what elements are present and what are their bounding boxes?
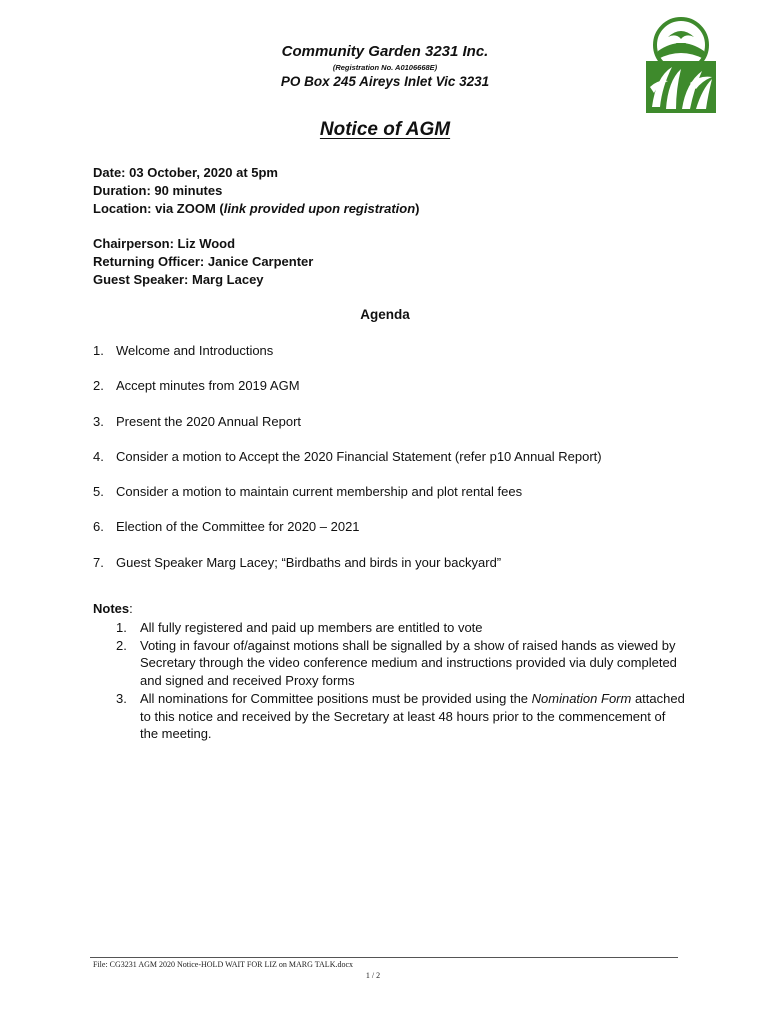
meeting-duration-line <box>93 182 420 200</box>
note-item-number: 2. <box>116 637 127 653</box>
chairperson-label: Chairperson: <box>93 236 174 251</box>
meeting-details <box>93 164 420 218</box>
guest-speaker-value: Marg Lacey <box>192 272 264 287</box>
agenda-item <box>93 554 693 589</box>
guest-speaker-line <box>93 271 313 289</box>
meeting-date-line <box>93 164 420 182</box>
note-item <box>116 690 686 743</box>
note-item <box>116 619 686 637</box>
note-item-number: 1. <box>116 620 127 635</box>
agenda-item-number: 3. <box>93 413 104 429</box>
agenda-item-number: 4. <box>93 448 104 464</box>
notes-colon: : <box>129 601 133 616</box>
postal-address: PO Box 245 Aireys Inlet Vic 3231 <box>280 74 490 89</box>
duration-label: Duration: <box>93 183 151 198</box>
agenda-item-text: Accept minutes from 2019 AGM <box>116 378 300 394</box>
location-value-prefix: via ZOOM ( <box>155 201 224 216</box>
agenda-item-number: 6. <box>93 519 104 535</box>
note-text-after: attached to this notice and received by the Secretary at least 48 hours prior to the commencement of the meeting. <box>140 690 685 742</box>
agenda-item <box>93 377 693 412</box>
notes-list <box>116 619 686 743</box>
agenda-list <box>93 342 693 589</box>
agenda-item-number: 2. <box>93 378 104 394</box>
note-item-text <box>140 690 686 743</box>
note-item-text: All fully registered and paid up members are entitled to vote <box>140 620 483 635</box>
footer-file-name: File: CG3231 AGM 2020 Notice-HOLD WAIT FOR LIZ on MARG TALK.docx <box>93 960 354 969</box>
note-item-text: Voting in favour of/against motions shall be signalled by a show of raised hands as viewed by Secretary through the video conference medium and instructions provided via duly completed and signed and received Proxy forms <box>140 637 677 689</box>
returning-officer-line <box>93 253 313 271</box>
agenda-item <box>93 413 693 448</box>
date-label: Date: <box>93 165 126 180</box>
agenda-heading: Agenda <box>360 307 410 322</box>
agenda-item-text: Welcome and Introductions <box>116 343 274 358</box>
organization-name: Community Garden 3231 Inc. <box>281 43 489 60</box>
duration-value: 90 minutes <box>154 183 223 198</box>
location-value-italic: link provided upon registration <box>223 201 416 216</box>
chairperson-line <box>93 235 313 253</box>
note-item-number: 3. <box>116 690 127 706</box>
agenda-item-number: 1. <box>93 343 104 358</box>
agenda-item-text: Consider a motion to Accept the 2020 Financial Statement (refer p10 Annual Report) <box>116 448 602 464</box>
chairperson-value: Liz Wood <box>177 236 236 251</box>
agenda-item <box>93 483 693 518</box>
meeting-location-line <box>93 200 420 218</box>
agenda-item-text: Present the 2020 Annual Report <box>116 413 302 429</box>
notes-heading <box>93 601 133 616</box>
meeting-officials <box>93 235 313 289</box>
agenda-item <box>93 448 693 483</box>
nomination-form-reference: Nomination Form <box>531 690 632 706</box>
garden-leaves-logo-icon <box>646 17 716 113</box>
note-text-before: All nominations for Committee positions must be provided using the <box>140 690 532 706</box>
note-item <box>116 637 686 690</box>
location-label: Location: <box>93 201 152 216</box>
agenda-item-number: 5. <box>93 484 104 500</box>
agenda-item <box>93 342 693 377</box>
registration-number: (Registration No. A0106668E) <box>332 63 438 72</box>
location-value-suffix: ) <box>415 201 420 216</box>
returning-officer-value: Janice Carpenter <box>207 254 314 269</box>
returning-officer-label: Returning Officer: <box>93 254 205 269</box>
agenda-item-number: 7. <box>93 554 104 570</box>
footer-page-number: 1 / 2 <box>365 971 381 980</box>
agenda-item-text: Election of the Committee for 2020 – 2021 <box>116 519 360 535</box>
agenda-item <box>93 518 693 553</box>
notes-label: Notes <box>93 601 130 616</box>
notice-title: Notice of AGM <box>319 119 451 140</box>
agenda-item-text: Guest Speaker Marg Lacey; “Birdbaths and birds in your backyard” <box>116 554 502 570</box>
guest-speaker-label: Guest Speaker: <box>93 272 189 287</box>
agenda-item-text: Consider a motion to maintain current membership and plot rental fees <box>116 484 523 500</box>
footer-divider <box>90 957 678 958</box>
date-value: 03 October, 2020 at 5pm <box>129 165 278 180</box>
